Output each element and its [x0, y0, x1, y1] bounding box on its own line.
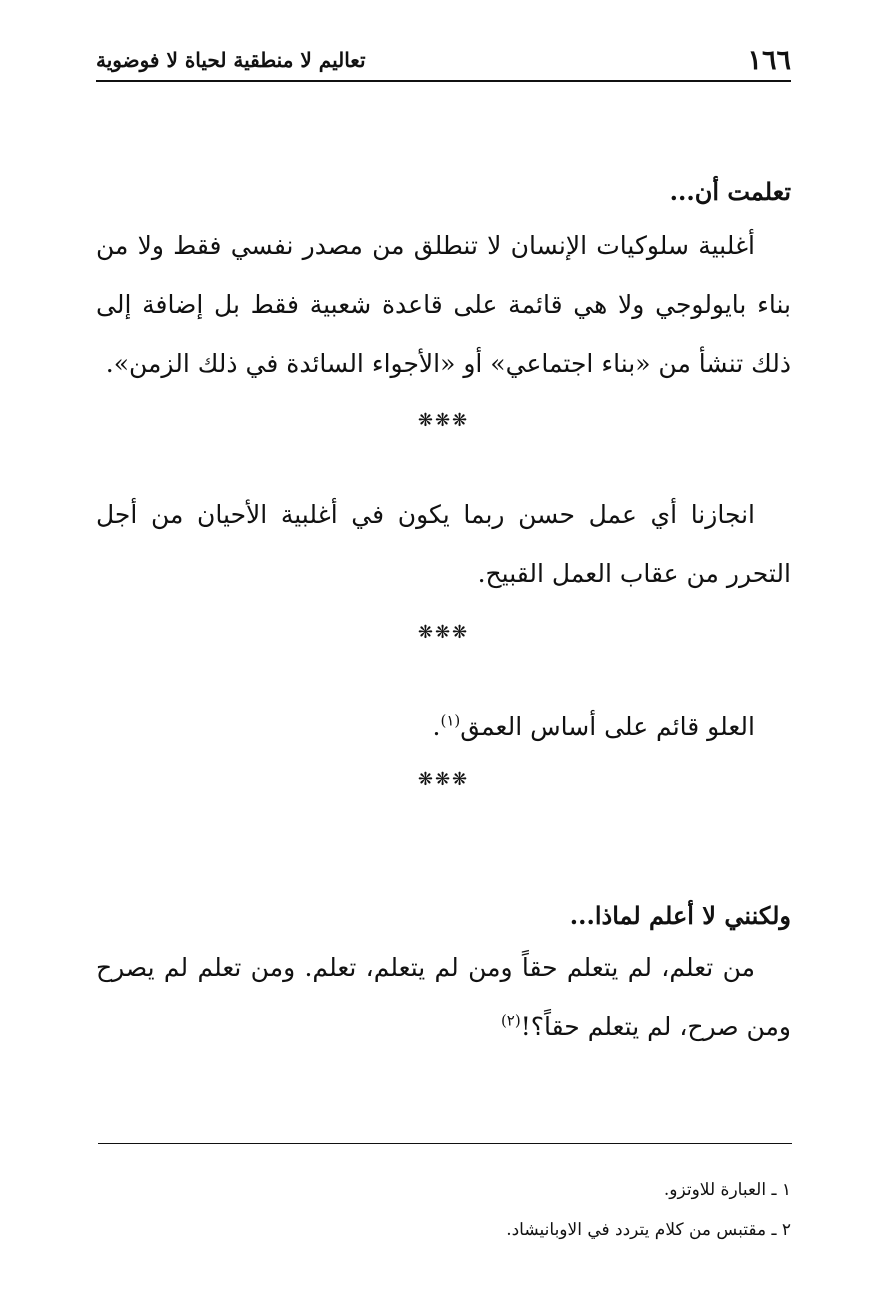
footnote-ref-1[interactable]: (١) [440, 711, 461, 730]
running-title: تعاليم لا منطقية لحياة لا فوضوية [96, 48, 366, 72]
footnotes [96, 1170, 791, 1250]
paragraph-good-deeds: انجازنا أي عمل حسن ربما يكون في أغلبية الأحيان من أجل التحرر من عقاب العمل القبيح. [96, 500, 791, 588]
footnote-divider [98, 1143, 792, 1144]
page-number: ١٦٦ [747, 44, 791, 76]
separator-stars: ❋❋❋ [417, 622, 470, 643]
paragraph-text: من تعلم، لم يتعلم حقاً ومن لم يتعلم، تعلم. ومن تعلم لم يصرح ومن صرح، لم يتعلم حقاً؟! [96, 953, 791, 1041]
page-header [96, 40, 791, 82]
paragraph-who-learned [96, 938, 791, 1056]
section-heading-dont-know: ولكنني لا أعلم لماذا... [569, 901, 791, 930]
separator-stars: ❋❋❋ [417, 410, 470, 431]
footnote-1: ١ ـ العبارة للاوتزو. [663, 1180, 791, 1200]
paragraph-behaviors: أغلبية سلوكيات الإنسان لا تنطلق من مصدر نفسي فقط ولا من بناء بايولوجي ولا هي قائمة على قاعدة شعبية فقط بل إضافة إلى ذلك تنشأ من «بناء اجتماعي» أو «الأجواء السائدة في ذلك الزمن». [96, 231, 791, 378]
footnote-2: ٢ ـ مقتبس من كلام يتردد في الاوبانيشاد. [506, 1220, 791, 1240]
paragraph-text: العلو قائم على أساس العمق [460, 712, 755, 741]
paragraph-height-depth [96, 697, 791, 756]
paragraph-end: . [432, 712, 441, 741]
section-heading-learned: تعلمت أن... [669, 177, 791, 206]
page-body [96, 172, 791, 1056]
footnote-ref-2[interactable]: (٢) [500, 1011, 521, 1030]
separator-stars: ❋❋❋ [417, 769, 470, 790]
